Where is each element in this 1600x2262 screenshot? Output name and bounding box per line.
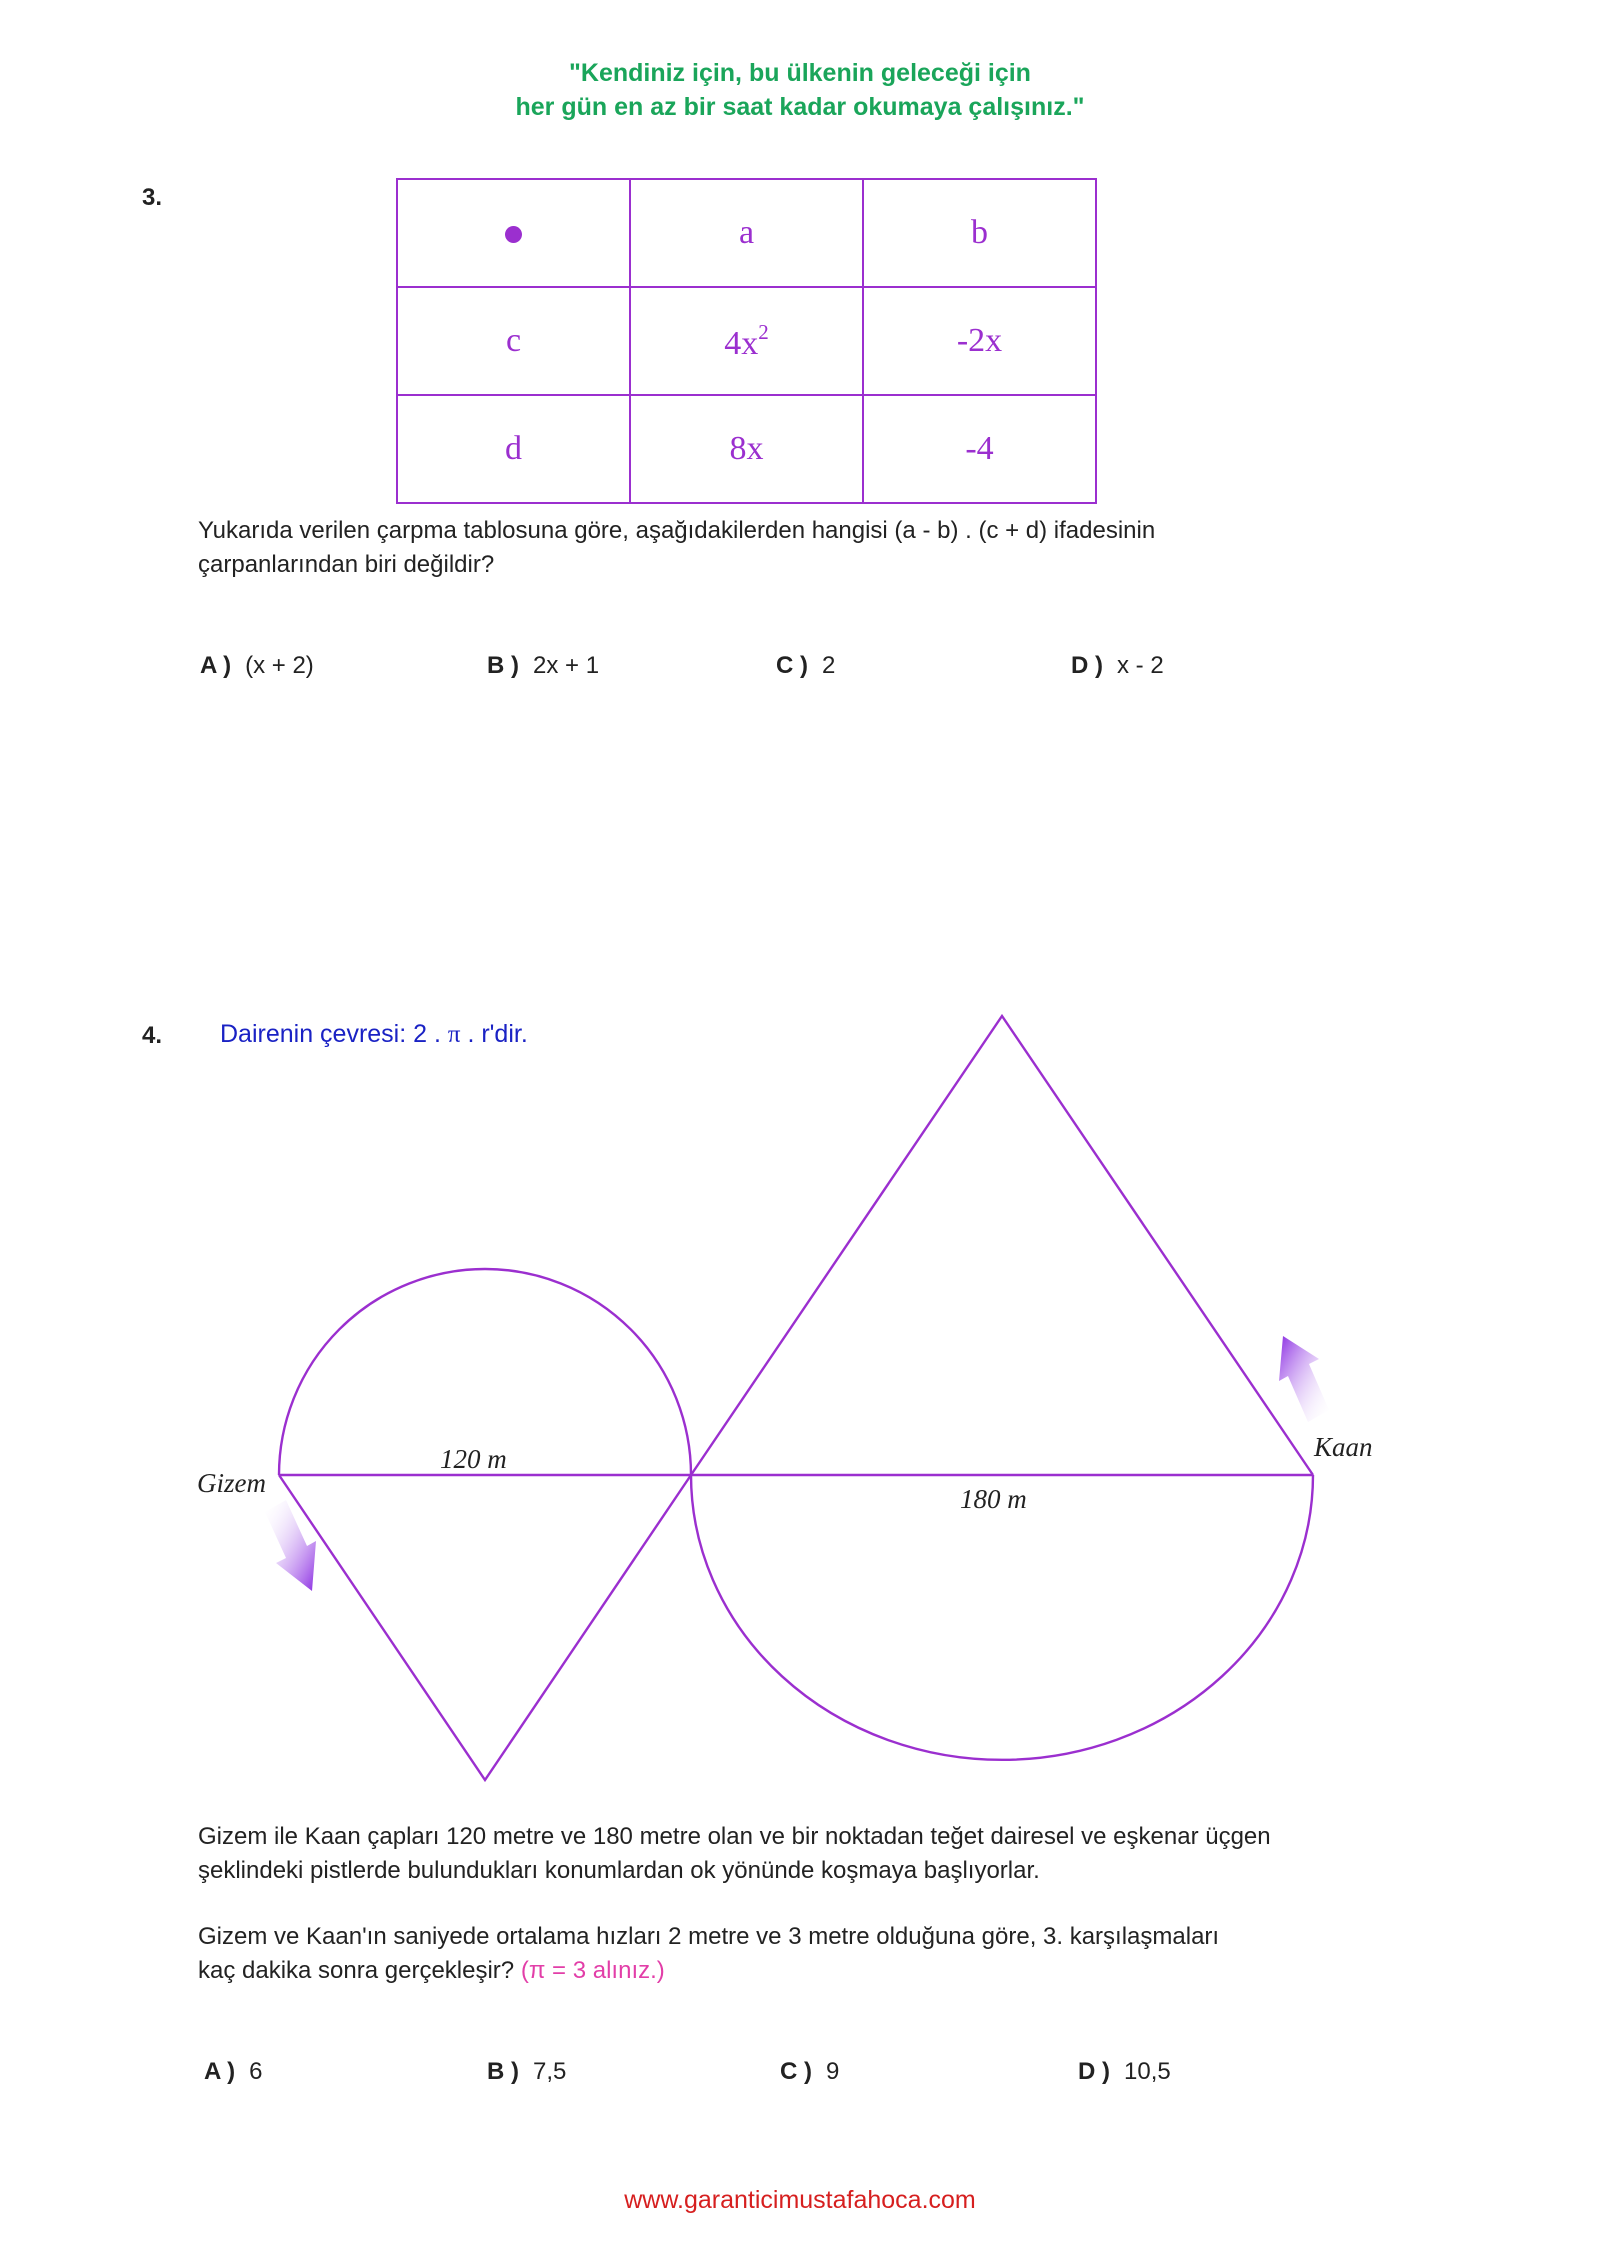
q3-option-d[interactable]: D ) x - 2 bbox=[1071, 652, 1164, 679]
big-diameter-label: 180 m bbox=[960, 1484, 1027, 1514]
table-header-cell: a bbox=[630, 179, 863, 287]
quote-line-2: her gün en az bir saat kadar okumaya çalışınız." bbox=[515, 93, 1085, 121]
q4-option-a[interactable]: A ) 6 bbox=[204, 2058, 263, 2085]
circle-perimeter-hint: Dairenin çevresi: 2 . π . r'dir. bbox=[220, 1020, 528, 1048]
question-3-text-line-2: çarpanlarından biri değildir? bbox=[198, 551, 495, 578]
gizem-arrow-icon bbox=[265, 1500, 316, 1591]
small-diameter-label: 120 m bbox=[440, 1444, 507, 1474]
question-4-number: 4. bbox=[142, 1022, 163, 1049]
table-cell: 8x bbox=[630, 395, 863, 503]
gizem-label: Gizem bbox=[197, 1468, 266, 1498]
exponent: 2 bbox=[758, 319, 769, 344]
kaan-arrow-icon bbox=[1279, 1336, 1329, 1422]
footer-website-link[interactable]: www.garanticimustafahoca.com bbox=[624, 2186, 976, 2214]
kaan-label: Kaan bbox=[1314, 1432, 1373, 1462]
q4-option-c[interactable]: C ) 9 bbox=[780, 2058, 840, 2085]
big-semicircle-track bbox=[691, 1475, 1313, 1760]
q3-option-c[interactable]: C ) 2 bbox=[776, 652, 836, 679]
quote-line-1: "Kendiniz için, bu ülkenin geleceği için bbox=[569, 59, 1031, 87]
question-4-paragraph-1-line-2: şeklindeki pistlerde bulundukları konumlardan ok yönünde koşmaya başlıyorlar. bbox=[198, 1857, 1040, 1884]
table-row-label: c bbox=[397, 287, 630, 395]
question-4-paragraph-2-line-1: Gizem ve Kaan'ın saniyede ortalama hızları 2 metre ve 3 metre olduğuna göre, 3. karşılaşmaları bbox=[198, 1923, 1220, 1950]
q3-option-a[interactable]: A ) (x + 2) bbox=[200, 652, 314, 679]
table-cell: $4x^2$ bbox=[630, 287, 863, 395]
question-4-paragraph-2-line-2: kaç dakika sonra gerçekleşir? (π = 3 alınız.) bbox=[198, 1957, 665, 1984]
q3-option-b[interactable]: B ) 2x + 1 bbox=[487, 652, 600, 679]
table-row-label: d bbox=[397, 395, 630, 503]
small-triangle-track bbox=[279, 1475, 691, 1780]
table-cell: -2x bbox=[863, 287, 1096, 395]
q4-option-d[interactable]: D ) 10,5 bbox=[1078, 2058, 1171, 2085]
question-3-number: 3. bbox=[142, 184, 163, 211]
table-cell: -4 bbox=[863, 395, 1096, 503]
pi-note: (π = 3 alınız.) bbox=[520, 1957, 665, 1984]
question-4-paragraph-1-line-1: Gizem ile Kaan çapları 120 metre ve 180 metre olan ve bir noktadan teğet dairesel ve eşkenar üçgen bbox=[198, 1823, 1271, 1850]
big-triangle-track bbox=[691, 1016, 1313, 1475]
table-header-cell: b bbox=[863, 179, 1096, 287]
q4-option-b[interactable]: B ) 7,5 bbox=[487, 2058, 567, 2085]
question-3-text-line-1: Yukarıda verilen çarpma tablosuna göre, aşağıdakilerden hangisi (a - b) . (c + d) ifadesinin bbox=[198, 517, 1156, 544]
